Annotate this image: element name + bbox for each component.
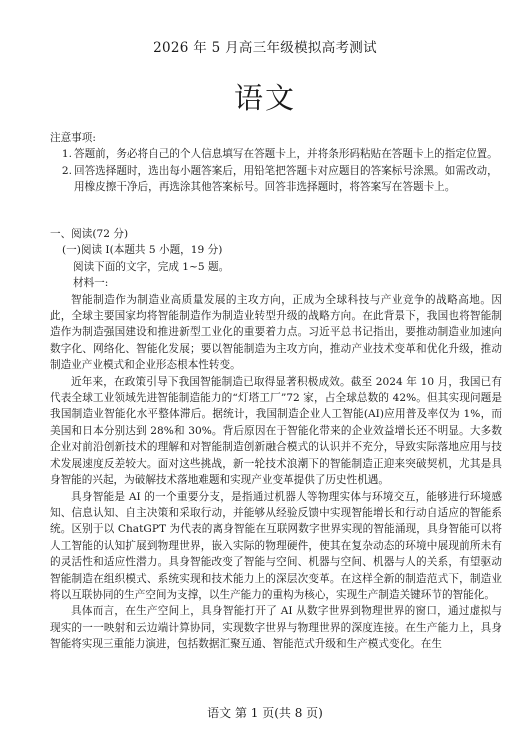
page-footer: 语文 第 1 页(共 8 页): [207, 706, 323, 720]
exam-title: 2026 年 5 月高三年级模拟高考测试: [153, 40, 377, 56]
notes-item-number: 1.: [61, 148, 72, 161]
notes-heading: 注意事项:: [50, 132, 96, 144]
subsection-heading: (一)阅读 I(本题共 5 小题，19 分): [62, 244, 223, 257]
article-paragraph: 具体而言，在生产空间上，具身智能打开了 AI 从数字世界到物理世界的窗口，通过虚拟与现实的一一映射和云边端计算协同，实现数字世界与物理世界的深度连接。在生产能力上，具身智能将实现三重能力演进，包括数据汇聚互通、智能范式升级和生产模式变化。在生: [50, 605, 502, 651]
article-paragraph: 具身智能是 AI 的一个重要分支，是指通过机器人等物理实体与环境交互，能够进行环境感知、信息认知、自主决策和采取行动，并能够从经验反馈中实现智能增长和行动自适应的智能系统。区别于以 ChatGPT 为代表的离身智能在互联网数字世界实现的智能涌现，具身智能可以将人工智能的认知扩展到物理世界，嵌入实际的物理硬件，使其在复杂动态的环境中展现前所未有的灵活性和适应性潜力。具身智能改变了智能与空间、机器与空间、机器与人的关系，有望驱动智能制造在组织模式、系统实现和技术能力上的深层次变革。在这样全新的制造范式下，制造业将以互联协同的生产空间为支撑，以生产能力的重构为核心，实现生产制造关键环节的智能化。: [50, 490, 502, 601]
notes-item: [50, 146, 502, 162]
reading-instruction: 阅读下面的文字，完成 1~5 题。: [73, 260, 230, 273]
notes-item-text: 答题前，务必将自己的个人信息填写在答题卡上，并将条形码粘贴在答题卡上的指定位置。: [74, 148, 498, 161]
exam-notes: [50, 130, 502, 196]
notes-item: [50, 163, 502, 196]
subject-title: 语文: [233, 81, 296, 115]
article-paragraph: 智能制造作为制造业高质量发展的主攻方向，正成为全球科技与产业竞争的战略高地。因此，全球主要国家均将智能制造作为制造业转型升级的战略方向。在此背景下，我国也将智能制造作为制造强国建设和推进新型工业化的重要着力点。习近平总书记指出，要推动制造业加速向数字化、网络化、智能化发展；要以智能制造为主攻方向，推动产业技术变革和优化升级，推动制造业产业模式和企业形态根本性转变。: [50, 293, 502, 372]
reading-section: [50, 226, 502, 653]
section-heading: 一、阅读(72 分): [50, 228, 129, 240]
notes-item-text: 回答选择题时，选出每小题答案后，用铅笔把答题卡对应题目的答案标号涂黑。如需改动，用橡皮擦干净后，再选涂其他答案标号。回答非选择题时，将答案写在答题卡上。: [74, 164, 498, 194]
notes-item-number: 2.: [61, 164, 72, 177]
material-label: 材料一:: [73, 277, 109, 290]
article-paragraph: 近年来，在政策引导下我国智能制造已取得显著积极成效。截至 2024 年 10 月，我国已有代表全球工业领域先进智能制造能力的“灯塔工厂”72 家，占全球总数的 42%。但其实现问题是我国制造业智能化水平整体滞后。据统计，我国制造企业人工智能(AI)应用普及率仅为 1%，而美国和日本分别达到 28%和 30%。背后原因在于智能化带来的企业效益增长还不明显。大多数企业对前沿创新技术的理解和对智能制造创新融合模式的认识并不充分，导致实际落地应用与技术发展速度反差较大。面对这些挑战，新一轮技术浪潮下的智能制造正迎来突破契机，尤其是具身智能的兴起，为破解技术落地难题和实现产业变革提供了历史性机遇。: [50, 375, 502, 487]
